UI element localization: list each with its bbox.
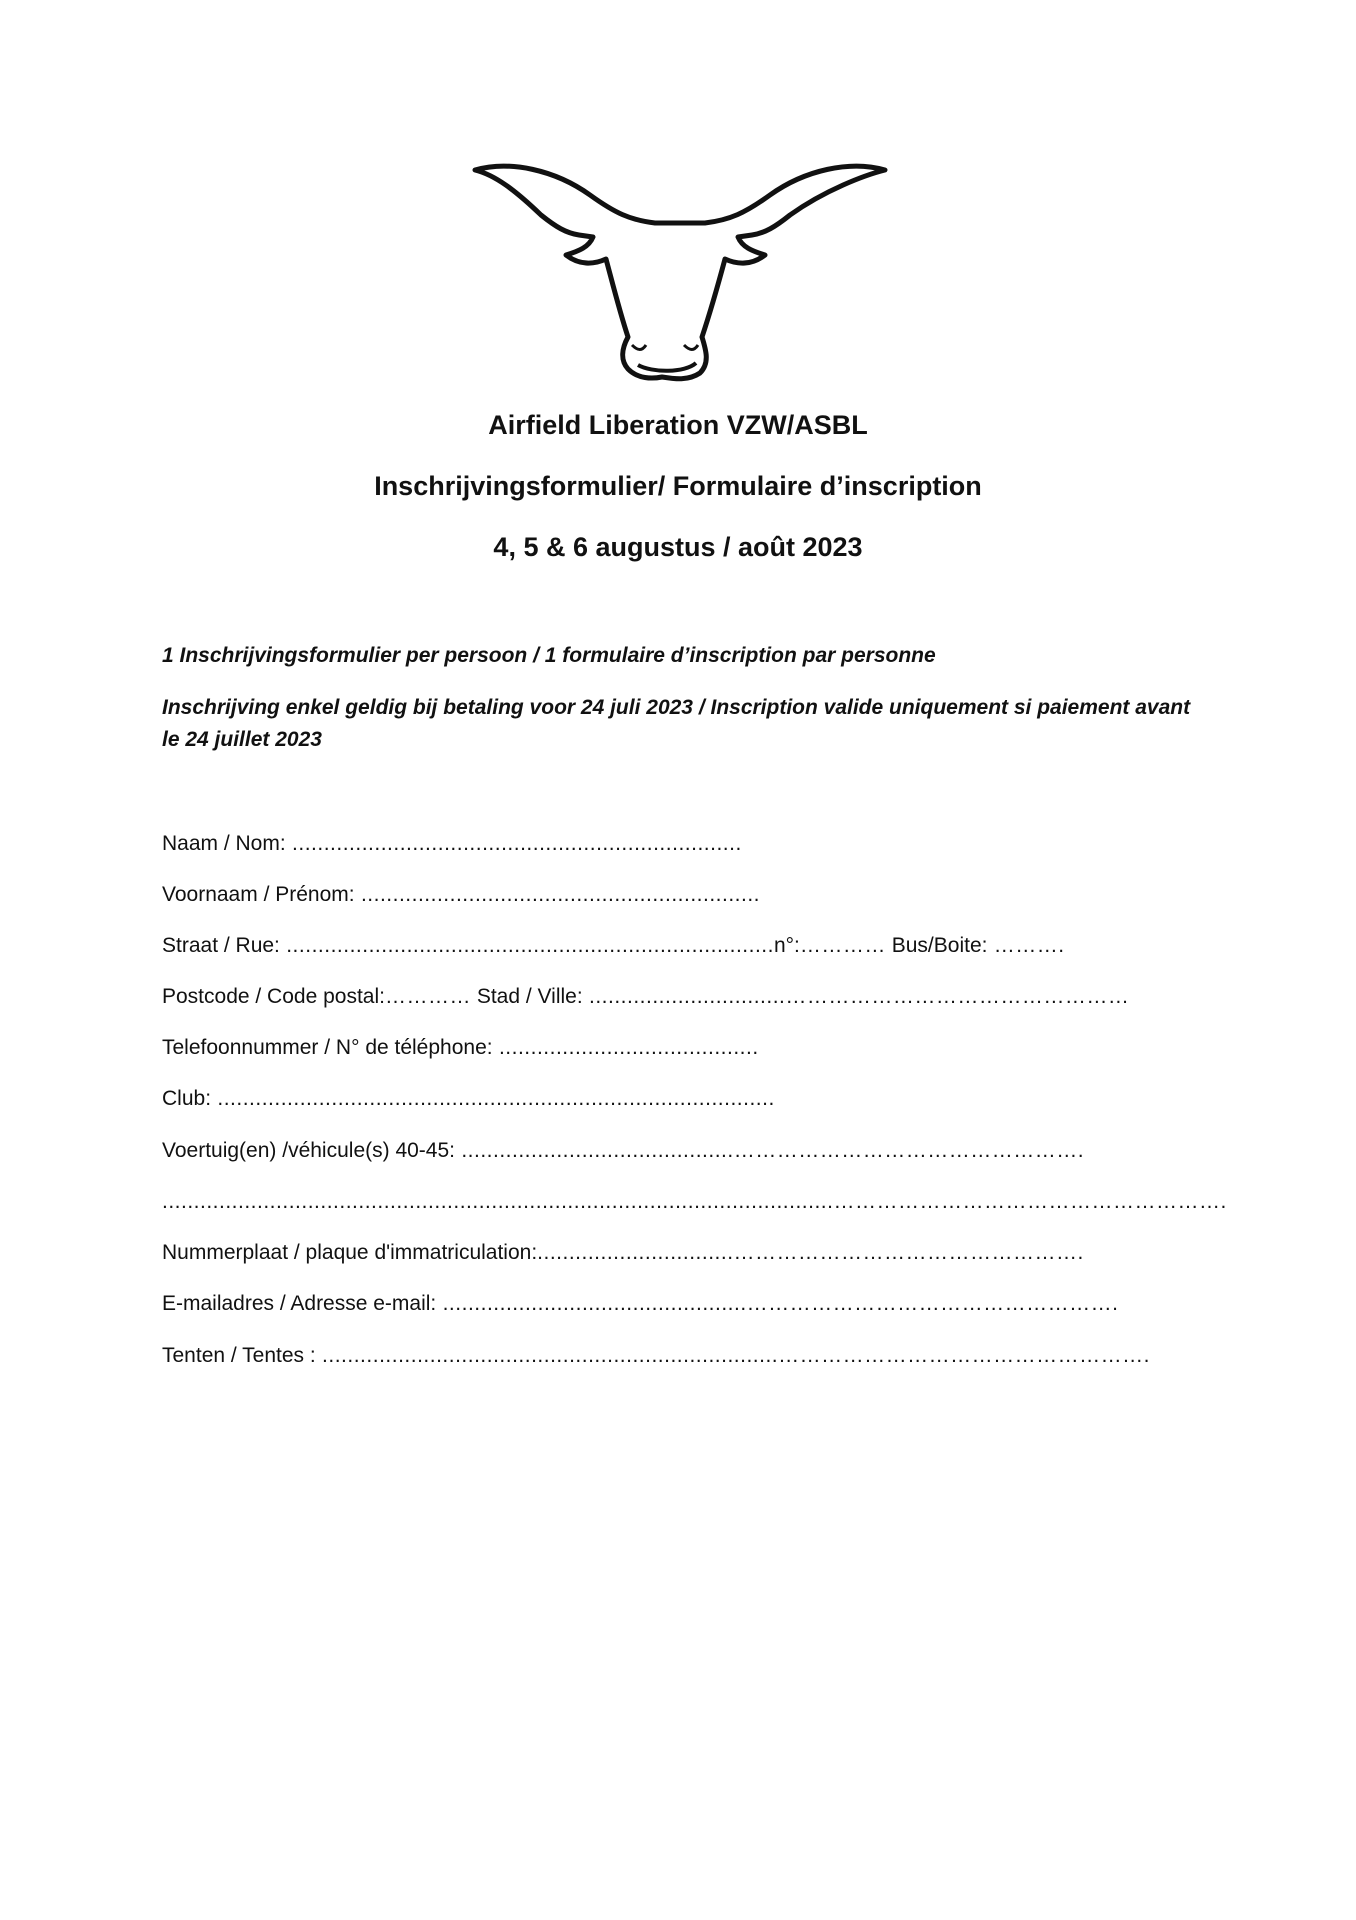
field-label: Nummerplaat / plaque d'immatriculation: xyxy=(162,1241,538,1264)
field-tenten[interactable] xyxy=(162,1342,1150,1370)
fill-line: ......................................... xyxy=(492,1036,759,1059)
field-voertuig[interactable] xyxy=(162,1137,1084,1165)
field-label-bus: Bus/Boite: xyxy=(885,934,988,957)
field-naam[interactable] xyxy=(162,830,742,858)
field-label: Telefoonnummer / N° de téléphone: xyxy=(162,1036,493,1059)
longhorn-skull-logo xyxy=(470,155,890,385)
fill-line: ...........................................…………………………………………. xyxy=(455,1139,1085,1162)
event-dates: 4, 5 & 6 augustus / août 2023 xyxy=(493,532,863,562)
field-telefoon[interactable] xyxy=(162,1034,759,1062)
fill-line-bus: ………. xyxy=(987,934,1065,957)
field-label-stad: Stad / Ville: xyxy=(470,985,583,1008)
field-email[interactable] xyxy=(162,1290,1119,1318)
field-straat[interactable] xyxy=(162,932,1065,960)
field-nummerplaat[interactable] xyxy=(162,1239,1084,1267)
field-label: Tenten / Tentes : xyxy=(162,1344,316,1367)
field-postcode[interactable] xyxy=(162,983,1129,1011)
field-voornaam[interactable] xyxy=(162,881,760,909)
field-voertuig-extra[interactable] xyxy=(162,1188,1227,1216)
field-label-nr: n°: xyxy=(773,934,800,957)
field-label: E-mailadres / Adresse e-mail: xyxy=(162,1292,437,1315)
note-validity: Inschrijving enkel geldig bij betaling voor 24 juli 2023 / Inscription valide uniquement si paiement avant le 24 juillet 2023 xyxy=(162,696,1191,751)
fill-line: ..........................................................................................................………………………………………………. xyxy=(162,1190,1227,1213)
fill-line-nr: ………… xyxy=(799,934,886,957)
fill-line: ………… xyxy=(384,985,471,1008)
field-label: Club: xyxy=(162,1087,212,1110)
field-club[interactable] xyxy=(162,1085,775,1113)
field-label: Naam / Nom: xyxy=(162,832,286,855)
fill-line-stad: ...............................………………………………………… xyxy=(582,985,1130,1008)
field-label: Postcode / Code postal: xyxy=(162,985,385,1008)
organization-title: Airfield Liberation VZW/ASBL xyxy=(488,410,868,440)
field-label: Straat / Rue: xyxy=(162,934,280,957)
field-label: Voornaam / Prénom: xyxy=(162,883,355,906)
fill-line: ........................................................................................ xyxy=(211,1087,775,1110)
field-label: Voertuig(en) /véhicule(s) 40-45: xyxy=(162,1139,455,1162)
form-title: Inschrijvingsformulier/ Formulaire d’inscription xyxy=(374,471,982,501)
fill-line: ....................................................................... xyxy=(285,832,742,855)
fill-line: ............................................................... xyxy=(354,883,761,906)
fill-line: ............................................................................. xyxy=(279,934,774,957)
fill-line: ........................................................................……………………………………………. xyxy=(315,1344,1150,1367)
note-per-person: 1 Inschrijvingsformulier per persoon / 1 formulaire d’inscription par personne xyxy=(162,644,936,667)
fill-line: ...............................…………………………………………. xyxy=(537,1241,1084,1264)
fill-line: ................................................……………………………………………. xyxy=(436,1292,1119,1315)
